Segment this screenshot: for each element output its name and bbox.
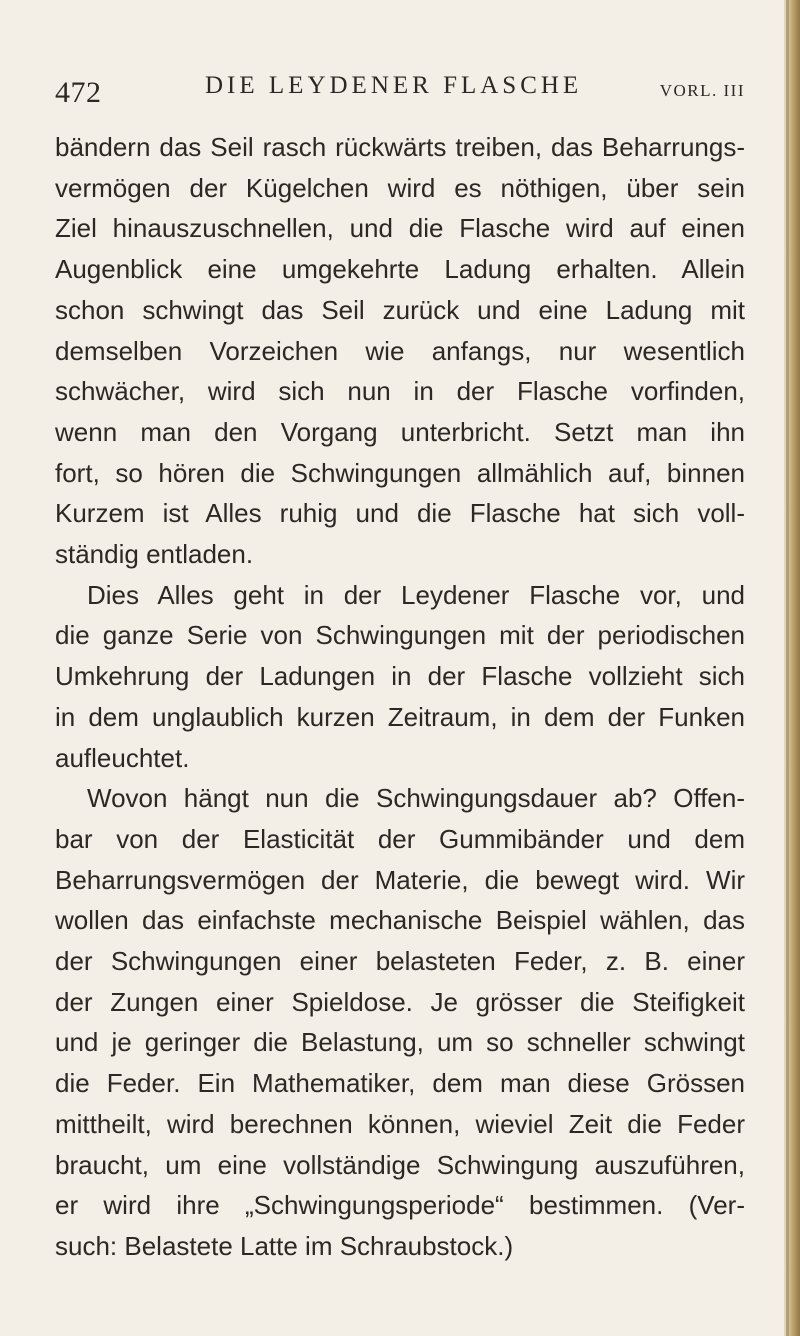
running-title: DIE LEYDENER FLASCHE	[205, 72, 583, 99]
page-edge-shadow	[786, 0, 789, 1336]
text-line: fort, so hören die Schwingungen allmählich auf, binnen	[55, 457, 745, 488]
page-number: 472	[55, 76, 102, 109]
text-line: Beharrungsvermögen der Materie, die bewegt wird. Wir	[55, 864, 745, 895]
text-line: Ziel hinauszuschnellen, und die Flasche wird auf einen	[55, 213, 745, 244]
section-label: VORL. III	[659, 81, 745, 100]
text-line: vermögen der Kügelchen wird es nöthigen, über sein	[55, 172, 745, 203]
text-line: mittheilt, wird berechnen können, wieviel Zeit die Feder	[55, 1108, 745, 1139]
text-line: er wird ihre „Schwingungsperiode“ bestimmen. (Ver-	[55, 1190, 745, 1221]
text-line: die Feder. Ein Mathematiker, dem man diese Grössen	[55, 1068, 745, 1099]
text-line: und je geringer die Belastung, um so schneller schwingt	[55, 1027, 745, 1058]
text-line: der Zungen einer Spieldose. Je grösser die Steifigkeit	[55, 986, 745, 1017]
text-line: schon schwingt das Seil zurück und eine Ladung mit	[55, 294, 745, 325]
text-line: Augenblick eine umgekehrte Ladung erhalten. Allein	[55, 254, 745, 285]
page-header	[55, 72, 745, 116]
text-line: Umkehrung der Ladungen in der Flasche vollzieht sich	[55, 661, 745, 692]
text-line: such: Belastete Latte im Schraubstock.)	[55, 1230, 514, 1261]
text-line: wenn man den Vorgang unterbricht. Setzt man ihn	[55, 416, 745, 447]
text-line: ständig entladen.	[55, 539, 254, 570]
text-line: demselben Vorzeichen wie anfangs, nur wesentlich	[55, 335, 745, 366]
text-line: die ganze Serie von Schwingungen mit der periodischen	[55, 620, 745, 651]
text-line: Kurzem ist Alles ruhig und die Flasche hat sich voll-	[55, 498, 745, 529]
text-line: wollen das einfachste mechanische Beispiel wählen, das	[55, 905, 745, 936]
body-text	[55, 127, 745, 1267]
text-line: der Schwingungen einer belasteten Feder, z. B. einer	[55, 946, 745, 977]
text-line: Dies Alles geht in der Leydener Flasche vor, und	[87, 579, 745, 610]
text-line: schwächer, wird sich nun in der Flasche vorfinden,	[55, 376, 745, 407]
text-line: bändern das Seil rasch rückwärts treiben, das Beharrungs-	[55, 132, 745, 162]
text-line: aufleuchtet.	[55, 742, 190, 773]
text-line: in dem unglaublich kurzen Zeitraum, in dem der Funken	[55, 701, 745, 732]
text-line: bar von der Elasticität der Gummibänder und dem	[55, 823, 745, 854]
text-line: Wovon hängt nun die Schwingungsdauer ab? Offen-	[87, 783, 745, 814]
text-line: braucht, um eine vollständige Schwingung auszuführen,	[55, 1149, 745, 1180]
